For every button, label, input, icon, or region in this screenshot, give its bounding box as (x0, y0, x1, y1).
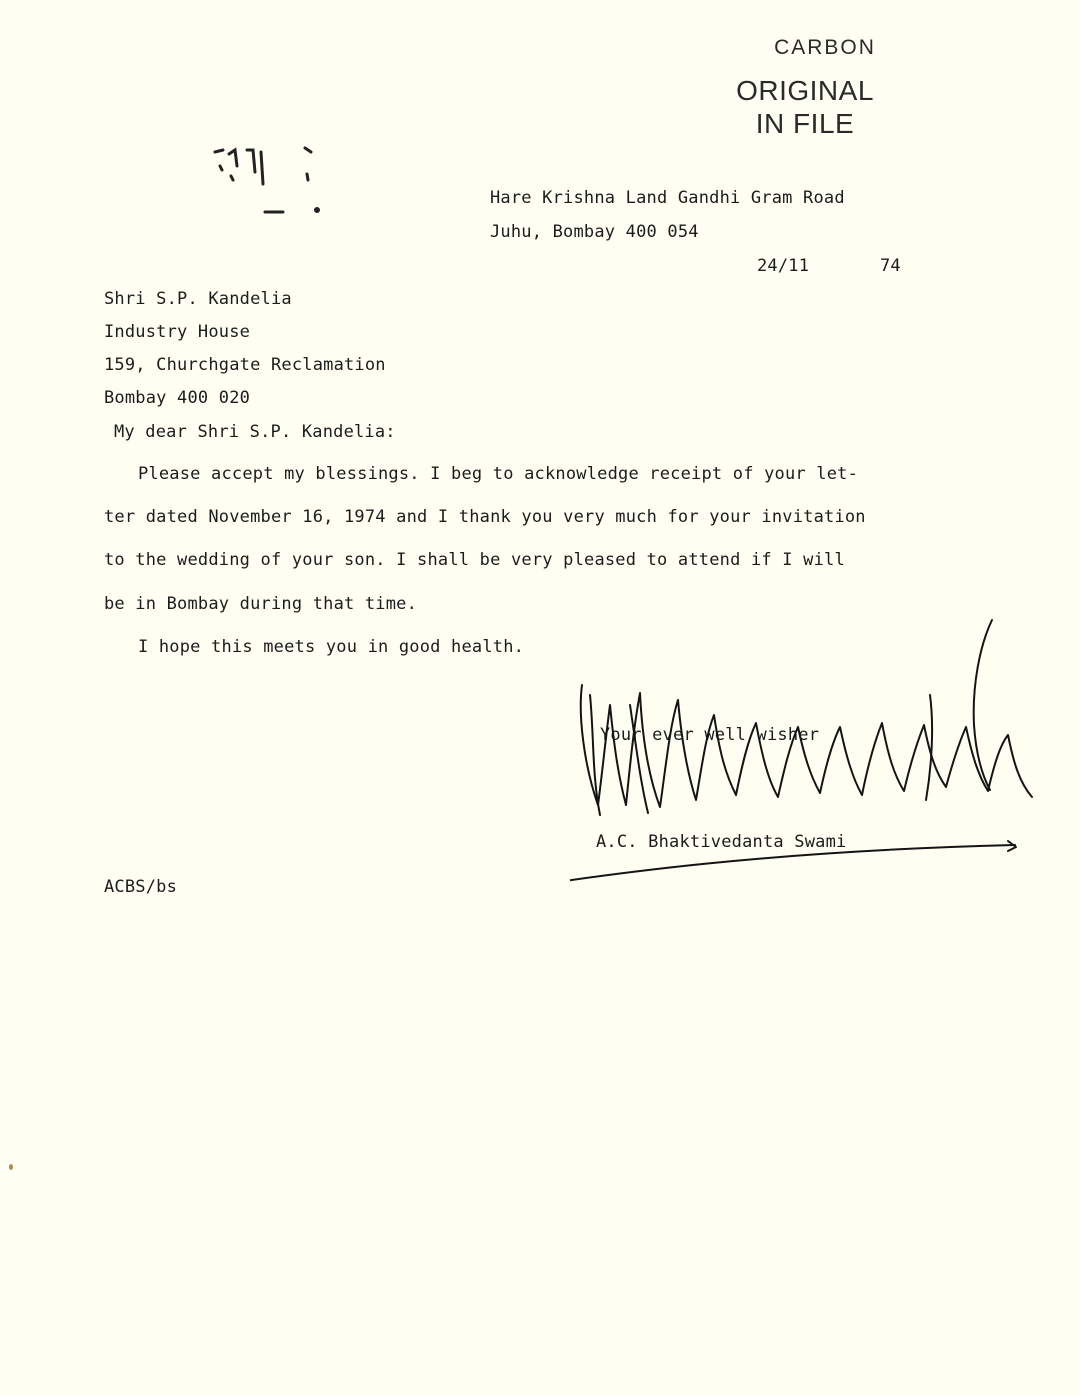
body-line: Please accept my blessings. I beg to acknowledge receipt of your let- (138, 464, 859, 484)
recipient-line3: Bombay 400 020 (104, 388, 251, 408)
handwritten-mark (205, 140, 335, 220)
body-line: be in Bombay during that time. (104, 594, 418, 614)
salutation: My dear Shri S.P. Kandelia: (114, 422, 396, 442)
closing: Your ever well wisher (600, 725, 820, 745)
stamp-original: ORIGINAL (736, 75, 874, 106)
recipient-name: Shri S.P. Kandelia (104, 289, 292, 309)
date-day-month: 24/11 (757, 256, 810, 276)
original-in-file-stamp (720, 74, 890, 140)
recipient-line1: Industry House (104, 322, 251, 342)
handwritten-signature (570, 615, 1050, 900)
reference-initials: ACBS/bs (104, 877, 178, 897)
body-line: to the wedding of your son. I shall be very pleased to attend if I will (104, 550, 845, 570)
signer-name: A.C. Bhaktivedanta Swami (596, 832, 847, 852)
body-line: ter dated November 16, 1974 and I thank you very much for your invitation (104, 507, 866, 527)
body-closing-sentence: I hope this meets you in good health. (138, 637, 525, 657)
stamp-in-file: IN FILE (755, 108, 855, 139)
date-year: 74 (880, 256, 901, 276)
paper-speck (8, 1163, 14, 1171)
carbon-stamp: CARBON (774, 36, 876, 59)
sender-address-line2: Juhu, Bombay 400 054 (490, 222, 699, 242)
recipient-line2: 159, Churchgate Reclamation (104, 355, 386, 375)
sender-address-line1: Hare Krishna Land Gandhi Gram Road (490, 188, 845, 208)
